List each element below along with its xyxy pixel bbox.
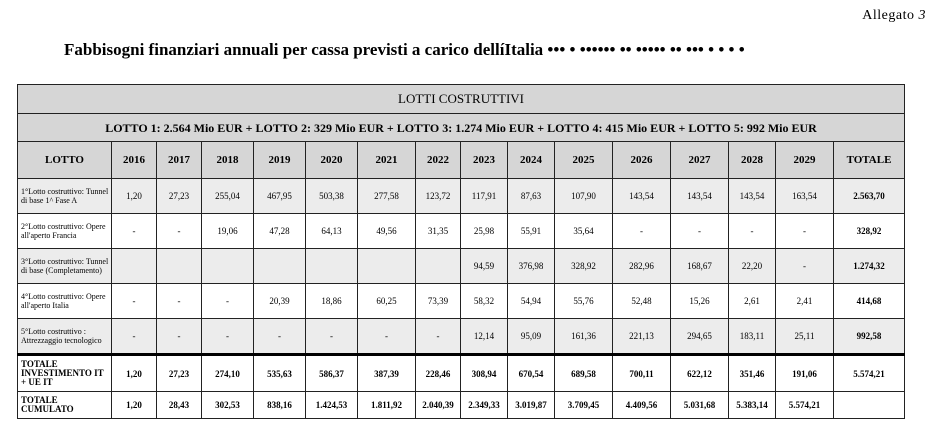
- header-cell: LOTTO: [18, 142, 112, 179]
- header-cell: 2027: [671, 142, 729, 179]
- value-cell: 2,41: [776, 284, 834, 319]
- value-cell: 255,04: [202, 179, 254, 214]
- value-cell: 143,54: [613, 179, 671, 214]
- value-cell: -: [112, 214, 157, 249]
- value-cell: -: [671, 214, 729, 249]
- table-row: [18, 179, 905, 214]
- value-cell: 55,91: [508, 214, 555, 249]
- annex-number: 3: [918, 8, 926, 23]
- row-label: TOTALE INVESTIMENTO IT + UE IT: [18, 355, 112, 392]
- row-label: 4°Lotto costruttivo: Opere all'aperto Italia: [18, 284, 112, 319]
- value-cell: 87,63: [508, 179, 555, 214]
- value-cell: 328,92: [555, 249, 613, 284]
- value-cell: 689,58: [555, 355, 613, 392]
- row-label: 3°Lotto costruttivo: Tunnel di base (Completamento): [18, 249, 112, 284]
- header-cell: 2016: [112, 142, 157, 179]
- value-cell: 308,94: [461, 355, 508, 392]
- value-cell: 95,09: [508, 319, 555, 355]
- row-label: TOTALE CUMULATO: [18, 392, 112, 419]
- value-cell: -: [157, 284, 202, 319]
- value-cell: 49,56: [358, 214, 416, 249]
- total-cell: 1.274,32: [834, 249, 905, 284]
- header-cell: 2020: [306, 142, 358, 179]
- value-cell: 123,72: [416, 179, 461, 214]
- value-cell: -: [358, 319, 416, 355]
- value-cell: 228,46: [416, 355, 461, 392]
- annex-word: Allegato: [862, 8, 915, 23]
- value-cell: 282,96: [613, 249, 671, 284]
- header-cell: 2023: [461, 142, 508, 179]
- table-row: [18, 319, 905, 355]
- value-cell: 60,25: [358, 284, 416, 319]
- value-cell: 143,54: [729, 179, 776, 214]
- value-cell: 54,94: [508, 284, 555, 319]
- value-cell: -: [112, 284, 157, 319]
- row-label: 2°Lotto costruttivo: Opere all'aperto Francia: [18, 214, 112, 249]
- header-cell: 2018: [202, 142, 254, 179]
- value-cell: 94,59: [461, 249, 508, 284]
- value-cell: 107,90: [555, 179, 613, 214]
- value-cell: 838,16: [254, 392, 306, 419]
- header-cell: TOTALE: [834, 142, 905, 179]
- value-cell: 376,98: [508, 249, 555, 284]
- value-cell: -: [202, 284, 254, 319]
- total-cell: 5.574,21: [834, 355, 905, 392]
- lots-summary: LOTTO 1: 2.564 Mio EUR + LOTTO 2: 329 Mio EUR + LOTTO 3: 1.274 Mio EUR + LOTTO 4: 415 Mio EUR + LOTTO 5: 992 Mio EUR: [18, 114, 905, 142]
- value-cell: 1.811,92: [358, 392, 416, 419]
- value-cell: 387,39: [358, 355, 416, 392]
- header-cell: 2029: [776, 142, 834, 179]
- header-cell: 2025: [555, 142, 613, 179]
- value-cell: 58,32: [461, 284, 508, 319]
- section-title: LOTTI COSTRUTTIVI: [18, 85, 905, 114]
- value-cell: 28,43: [157, 392, 202, 419]
- total-cell: 2.563,70: [834, 179, 905, 214]
- value-cell: 3.709,45: [555, 392, 613, 419]
- value-cell: 2.349,33: [461, 392, 508, 419]
- total-cell: [834, 392, 905, 419]
- value-cell: [112, 249, 157, 284]
- value-cell: 73,39: [416, 284, 461, 319]
- value-cell: [306, 249, 358, 284]
- total-cell: 328,92: [834, 214, 905, 249]
- value-cell: 586,37: [306, 355, 358, 392]
- header-cell: 2017: [157, 142, 202, 179]
- value-cell: -: [157, 319, 202, 355]
- value-cell: -: [776, 214, 834, 249]
- value-cell: 3.019,87: [508, 392, 555, 419]
- value-cell: 22,20: [729, 249, 776, 284]
- header-cell: 2028: [729, 142, 776, 179]
- value-cell: 535,63: [254, 355, 306, 392]
- value-cell: [416, 249, 461, 284]
- header-row: [18, 142, 905, 179]
- value-cell: 294,65: [671, 319, 729, 355]
- header-cell: 2024: [508, 142, 555, 179]
- value-cell: 302,53: [202, 392, 254, 419]
- value-cell: -: [613, 214, 671, 249]
- value-cell: 221,13: [613, 319, 671, 355]
- value-cell: -: [254, 319, 306, 355]
- value-cell: 351,46: [729, 355, 776, 392]
- value-cell: 47,28: [254, 214, 306, 249]
- value-cell: 31,35: [416, 214, 461, 249]
- table-row: [18, 214, 905, 249]
- value-cell: 12,14: [461, 319, 508, 355]
- annex-label: [862, 8, 926, 24]
- value-cell: 64,13: [306, 214, 358, 249]
- value-cell: 25,11: [776, 319, 834, 355]
- value-cell: 35,64: [555, 214, 613, 249]
- value-cell: -: [202, 319, 254, 355]
- value-cell: 467,95: [254, 179, 306, 214]
- value-cell: 2.040,39: [416, 392, 461, 419]
- value-cell: -: [306, 319, 358, 355]
- header-cell: 2026: [613, 142, 671, 179]
- page-title: Fabbisogni finanziari annuali per cassa previsti a carico dellíItalia ••• • •••••• •• ••••• •• ••• • • • •: [64, 40, 745, 59]
- value-cell: 117,91: [461, 179, 508, 214]
- value-cell: 4.409,56: [613, 392, 671, 419]
- financial-table: [17, 84, 905, 419]
- value-cell: 163,54: [776, 179, 834, 214]
- value-cell: 20,39: [254, 284, 306, 319]
- table-row: [18, 284, 905, 319]
- table-row: [18, 392, 905, 419]
- value-cell: 503,38: [306, 179, 358, 214]
- value-cell: 27,23: [157, 355, 202, 392]
- total-cell: 414,68: [834, 284, 905, 319]
- value-cell: 183,11: [729, 319, 776, 355]
- value-cell: 27,23: [157, 179, 202, 214]
- value-cell: 55,76: [555, 284, 613, 319]
- value-cell: -: [729, 214, 776, 249]
- row-label: 5°Lotto costruttivo : Attrezzaggio tecnologico: [18, 319, 112, 355]
- value-cell: 143,54: [671, 179, 729, 214]
- value-cell: -: [416, 319, 461, 355]
- value-cell: 670,54: [508, 355, 555, 392]
- value-cell: [254, 249, 306, 284]
- table-row: [18, 249, 905, 284]
- value-cell: 168,67: [671, 249, 729, 284]
- header-cell: 2019: [254, 142, 306, 179]
- value-cell: 19,06: [202, 214, 254, 249]
- value-cell: -: [157, 214, 202, 249]
- value-cell: 18,86: [306, 284, 358, 319]
- value-cell: 5.383,14: [729, 392, 776, 419]
- value-cell: 5.574,21: [776, 392, 834, 419]
- value-cell: -: [776, 249, 834, 284]
- value-cell: [202, 249, 254, 284]
- table-row: [18, 355, 905, 392]
- value-cell: [358, 249, 416, 284]
- value-cell: 1,20: [112, 179, 157, 214]
- value-cell: 2,61: [729, 284, 776, 319]
- row-label: 1°Lotto costruttivo: Tunnel di base 1^ Fase A: [18, 179, 112, 214]
- total-cell: 992,58: [834, 319, 905, 355]
- value-cell: 5.031,68: [671, 392, 729, 419]
- value-cell: 1,20: [112, 392, 157, 419]
- value-cell: 277,58: [358, 179, 416, 214]
- value-cell: 700,11: [613, 355, 671, 392]
- value-cell: 1,20: [112, 355, 157, 392]
- header-cell: 2021: [358, 142, 416, 179]
- header-cell: 2022: [416, 142, 461, 179]
- value-cell: 161,36: [555, 319, 613, 355]
- value-cell: [157, 249, 202, 284]
- value-cell: 274,10: [202, 355, 254, 392]
- value-cell: -: [112, 319, 157, 355]
- value-cell: 25,98: [461, 214, 508, 249]
- value-cell: 191,06: [776, 355, 834, 392]
- value-cell: 52,48: [613, 284, 671, 319]
- value-cell: 622,12: [671, 355, 729, 392]
- value-cell: 1.424,53: [306, 392, 358, 419]
- value-cell: 15,26: [671, 284, 729, 319]
